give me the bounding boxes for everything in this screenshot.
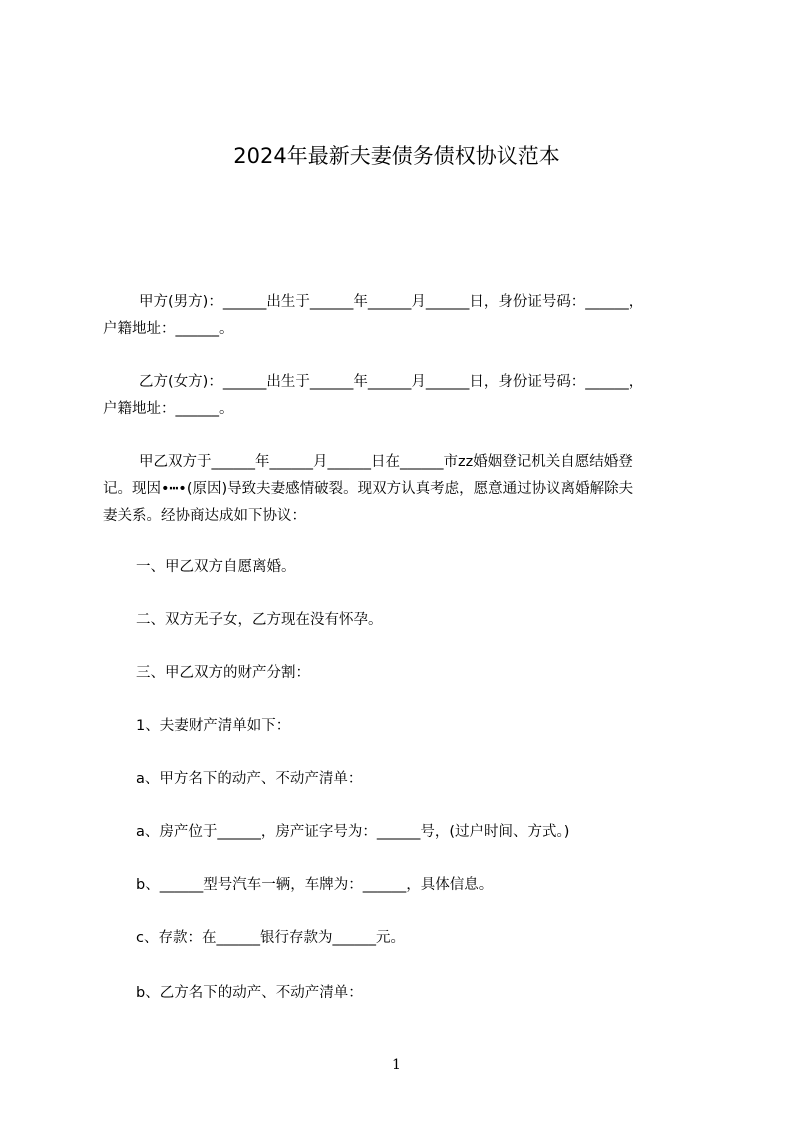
- party-a-line-1: 甲方(男方)：______出生于______年______月______日，身份证号码：______，: [139, 294, 644, 310]
- intro-line-3: 妻关系。经协商达成如下协议：: [103, 508, 306, 524]
- clause-item: 1、夫妻财产清单如下：: [136, 718, 291, 734]
- intro-line-2: 记。现因•┅•(原因)导致夫妻感情破裂。现双方认真考虑，愿意通过协议离婚解除夫: [103, 481, 634, 497]
- clause-item: c、存款：在______银行存款为______元。: [136, 930, 405, 946]
- clause-item: b、______型号汽车一辆，车牌为：______，具体信息。: [136, 877, 494, 893]
- page-number: 1: [392, 1057, 401, 1073]
- clause-item: 三、甲乙双方的财产分割：: [136, 665, 310, 681]
- party-a-paragraph: [103, 289, 703, 343]
- clause-item: b、乙方名下的动产、不动产清单：: [136, 985, 363, 1001]
- party-b-paragraph: [103, 369, 703, 423]
- intro-line-1: 甲乙双方于______年______月______日在______市zz婚姻登记机关自愿结婚登: [139, 454, 633, 470]
- clause-item: a、房产位于______，房产证字号为：______号，(过户时间、方式。): [136, 824, 570, 840]
- intro-paragraph: [103, 449, 703, 530]
- clause-item: a、甲方名下的动产、不动产清单：: [136, 771, 363, 787]
- clause-item: 二、双方无子女，乙方现在没有怀孕。: [136, 612, 383, 628]
- party-b-line-1: 乙方(女方)：______出生于______年______月______日，身份证号码：______，: [139, 374, 644, 390]
- party-b-line-2: 户籍地址：______。: [103, 401, 234, 417]
- document-title: 2024年最新夫妻债务债权协议范本: [233, 144, 560, 168]
- party-a-line-2: 户籍地址：______。: [103, 321, 234, 337]
- clause-item: 一、甲乙双方自愿离婚。: [136, 559, 296, 575]
